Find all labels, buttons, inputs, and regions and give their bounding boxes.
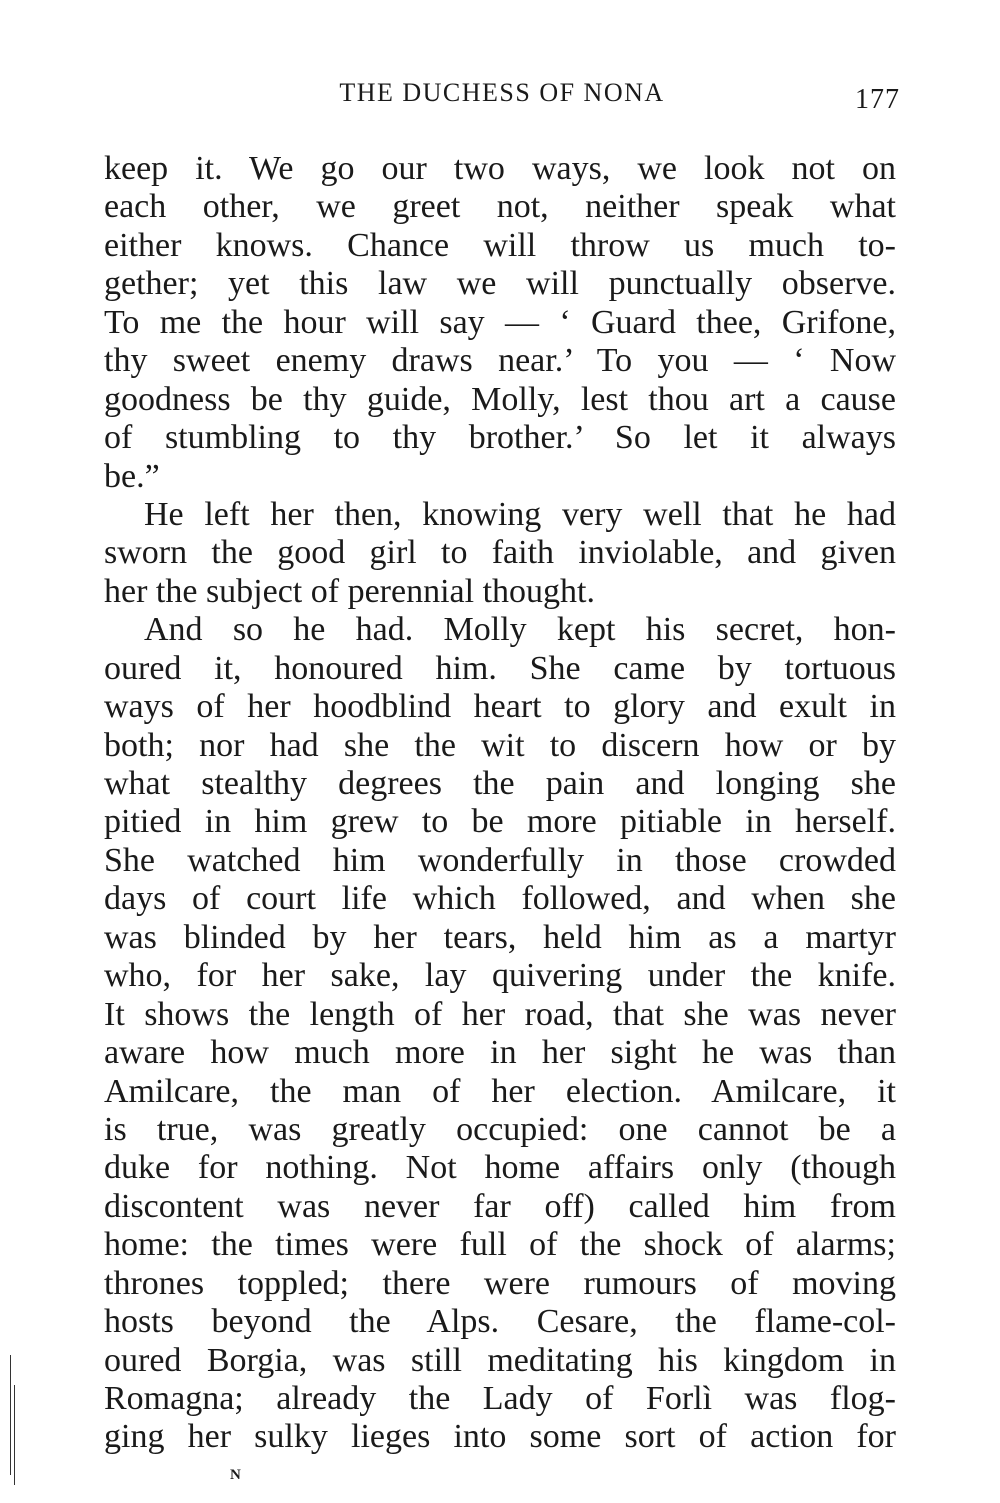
- text-line: either knows. Chance will throw us much to-: [104, 226, 896, 264]
- signature-mark: N: [230, 1467, 242, 1483]
- text-line: ways of her hoodblind heart to glory and exult in: [104, 688, 896, 726]
- text-line: gether; yet this law we will punctually observe.: [104, 265, 896, 303]
- text-line: is true, was greatly occupied: one cannot be a: [104, 1110, 896, 1148]
- paragraph-start-line: He left her then, knowing very well that he had: [144, 495, 896, 533]
- text-line: thrones toppled; there were rumours of moving: [104, 1264, 896, 1302]
- text-line: goodness be thy guide, Molly, lest thou art a cause: [104, 380, 896, 418]
- text-line: what stealthy degrees the pain and longing she: [104, 765, 896, 802]
- text-line: both; nor had she the wit to discern how or by: [104, 726, 896, 764]
- text-line: duke for nothing. Not home affairs only (though: [104, 1149, 896, 1187]
- text-line: home: the times were full of the shock of alarms;: [104, 1226, 896, 1264]
- text-line: her the subject of perennial thought.: [104, 572, 595, 610]
- margin-rule: [10, 1355, 11, 1475]
- margin-rule: [14, 1385, 15, 1485]
- text-line: oured Borgia, was still meditating his kingdom in: [104, 1341, 896, 1379]
- running-title: THE DUCHESS OF NONA: [339, 78, 665, 107]
- text-line: days of court life which followed, and when she: [104, 880, 896, 918]
- text-line: discontent was never far off) called him from: [104, 1187, 896, 1225]
- text-line: be.”: [104, 457, 160, 495]
- text-line: was blinded by her tears, held him as a martyr: [104, 918, 896, 956]
- text-line: aware how much more in her sight he was than: [104, 1034, 896, 1072]
- text-line: thy sweet enemy draws near.’ To you — ‘ Now: [104, 342, 896, 380]
- text-line: who, for her sake, lay quivering under the knife.: [104, 957, 896, 995]
- text-line: pitied in him grew to be more pitiable in herself.: [104, 803, 896, 841]
- text-line: oured it, honoured him. She came by tortuous: [104, 649, 896, 687]
- text-line: keep it. We go our two ways, we look not on: [104, 150, 896, 187]
- page-number: 177: [855, 84, 900, 115]
- text-body: [104, 150, 896, 1457]
- text-line: Romagna; already the Lady of Forlì was flog-: [104, 1380, 896, 1417]
- text-line: She watched him wonderfully in those crowded: [104, 841, 896, 879]
- running-head: [104, 78, 900, 118]
- text-line: ging her sulky lieges into some sort of action for: [104, 1418, 896, 1456]
- text-line: Amilcare, the man of her election. Amilcare, it: [104, 1072, 896, 1110]
- text-line: hosts beyond the Alps. Cesare, the flame-col-: [104, 1303, 896, 1341]
- text-line: To me the hour will say — ‘ Guard thee, Grifone,: [104, 303, 896, 341]
- text-line: sworn the good girl to faith inviolable, and given: [104, 534, 896, 572]
- text-line: It shows the length of her road, that she was never: [104, 995, 896, 1033]
- text-line: of stumbling to thy brother.’ So let it always: [104, 419, 896, 457]
- paragraph-start-line: And so he had. Molly kept his secret, hon-: [144, 611, 896, 649]
- text-line: each other, we greet not, neither speak what: [104, 188, 896, 226]
